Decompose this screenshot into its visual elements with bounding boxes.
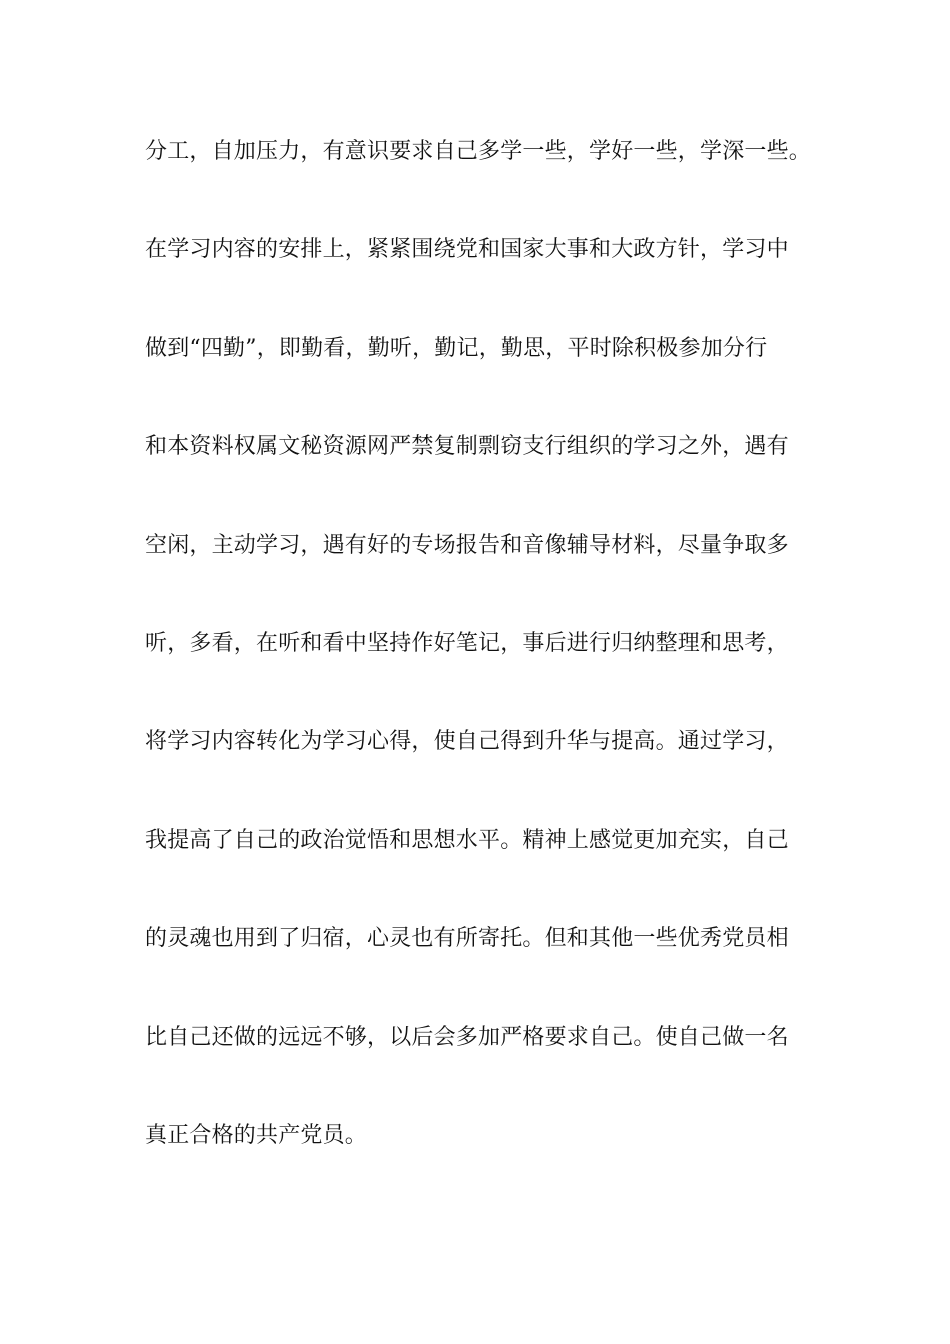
text-line: 和本资料权属文秘资源网严禁复制剽窃支行组织的学习之外，遇有 bbox=[145, 434, 789, 460]
text-line: 比自己还做的远远不够，以后会多加严格要求自己。使自己做一名 bbox=[145, 1024, 789, 1050]
text-line: 真正合格的共产党员。 bbox=[145, 1122, 368, 1148]
text-line: 我提高了自己的政治觉悟和思想水平。精神上感觉更加充实，自己 bbox=[145, 827, 789, 853]
text-line: 在学习内容的安排上，紧紧围绕党和国家大事和大政方针，学习中 bbox=[145, 237, 789, 263]
document-body bbox=[145, 132, 825, 1214]
text-line: 做到“四勤”，即勤看，勤听，勤记，勤思，平时除积极参加分行 bbox=[145, 335, 768, 361]
text-line: 的灵魂也用到了归宿，心灵也有所寄托。但和其他一些优秀党员相 bbox=[145, 926, 789, 952]
text-line: 分工，自加压力，有意识要求自己多学一些，学好一些，学深一些。 bbox=[145, 139, 812, 164]
text-line: 空闲，主动学习，遇有好的专场报告和音像辅导材料，尽量争取多 bbox=[145, 532, 789, 558]
text-line: 听，多看，在听和看中坚持作好笔记，事后进行归纳整理和思考， bbox=[145, 630, 789, 656]
text-line: 将学习内容转化为学习心得，使自己得到升华与提高。通过学习， bbox=[145, 729, 789, 755]
